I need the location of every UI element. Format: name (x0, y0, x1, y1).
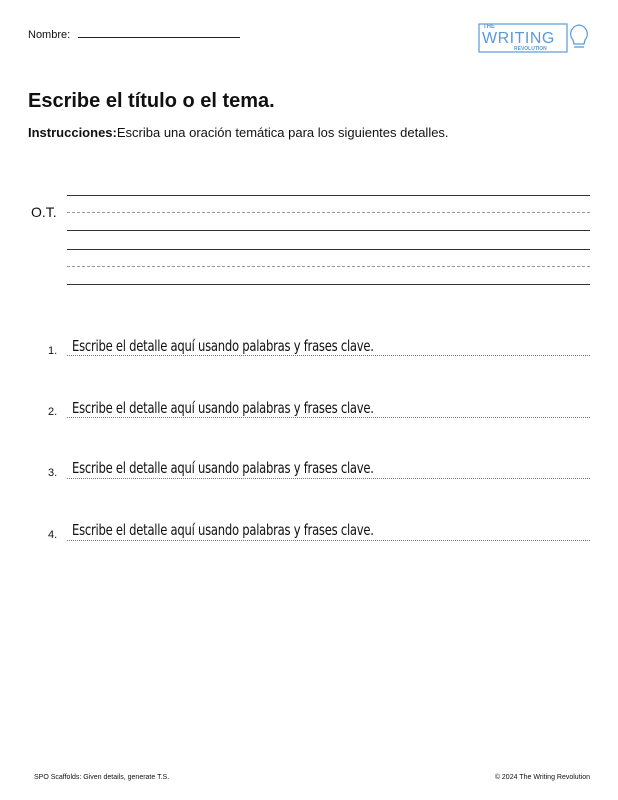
lightbulb-icon (571, 25, 588, 47)
ts-line-2-top[interactable] (67, 249, 590, 250)
detail-line[interactable] (67, 417, 590, 418)
ts-line-1-top[interactable] (67, 195, 590, 196)
detail-number: 4. (48, 529, 58, 541)
ts-line-1-mid (67, 212, 590, 213)
footer-copyright: © 2024 The Writing Revolution (494, 774, 590, 781)
ts-line-2-base[interactable] (67, 284, 590, 285)
page-title: Escribe el título o el tema. (28, 90, 275, 112)
topic-sentence-label: O.T. (31, 204, 57, 220)
detail-line[interactable] (67, 540, 590, 541)
name-blank-line[interactable] (78, 27, 240, 38)
detail-number: 2. (48, 406, 58, 418)
detail-line[interactable] (67, 355, 590, 356)
writing-revolution-logo (478, 19, 592, 55)
detail-line[interactable] (67, 478, 590, 479)
instructions-label: Instrucciones: (28, 125, 117, 140)
ts-line-2-mid (67, 266, 590, 267)
name-label: Nombre: (28, 29, 71, 41)
footer-left: SPO Scaffolds: Given details, generate T.S. (34, 774, 170, 781)
detail-text: Escribe el detalle aquí usando palabras y frases clave. (72, 459, 374, 477)
detail-number: 1. (48, 345, 58, 357)
detail-number: 3. (48, 467, 58, 479)
logo-line1: THE (483, 24, 495, 30)
logo-line3: REVOLUTION (514, 46, 547, 52)
logo-line2: WRITING (482, 30, 555, 47)
name-field-row (28, 27, 240, 41)
detail-text: Escribe el detalle aquí usando palabras y frases clave. (72, 399, 374, 417)
instructions-text: Escriba una oración temática para los siguientes detalles. (116, 125, 449, 140)
logo-graphic (478, 19, 592, 55)
instructions (28, 125, 449, 140)
detail-text: Escribe el detalle aquí usando palabras y frases clave. (72, 337, 374, 355)
ts-line-1-base[interactable] (67, 230, 590, 231)
detail-text: Escribe el detalle aquí usando palabras y frases clave. (72, 521, 374, 539)
